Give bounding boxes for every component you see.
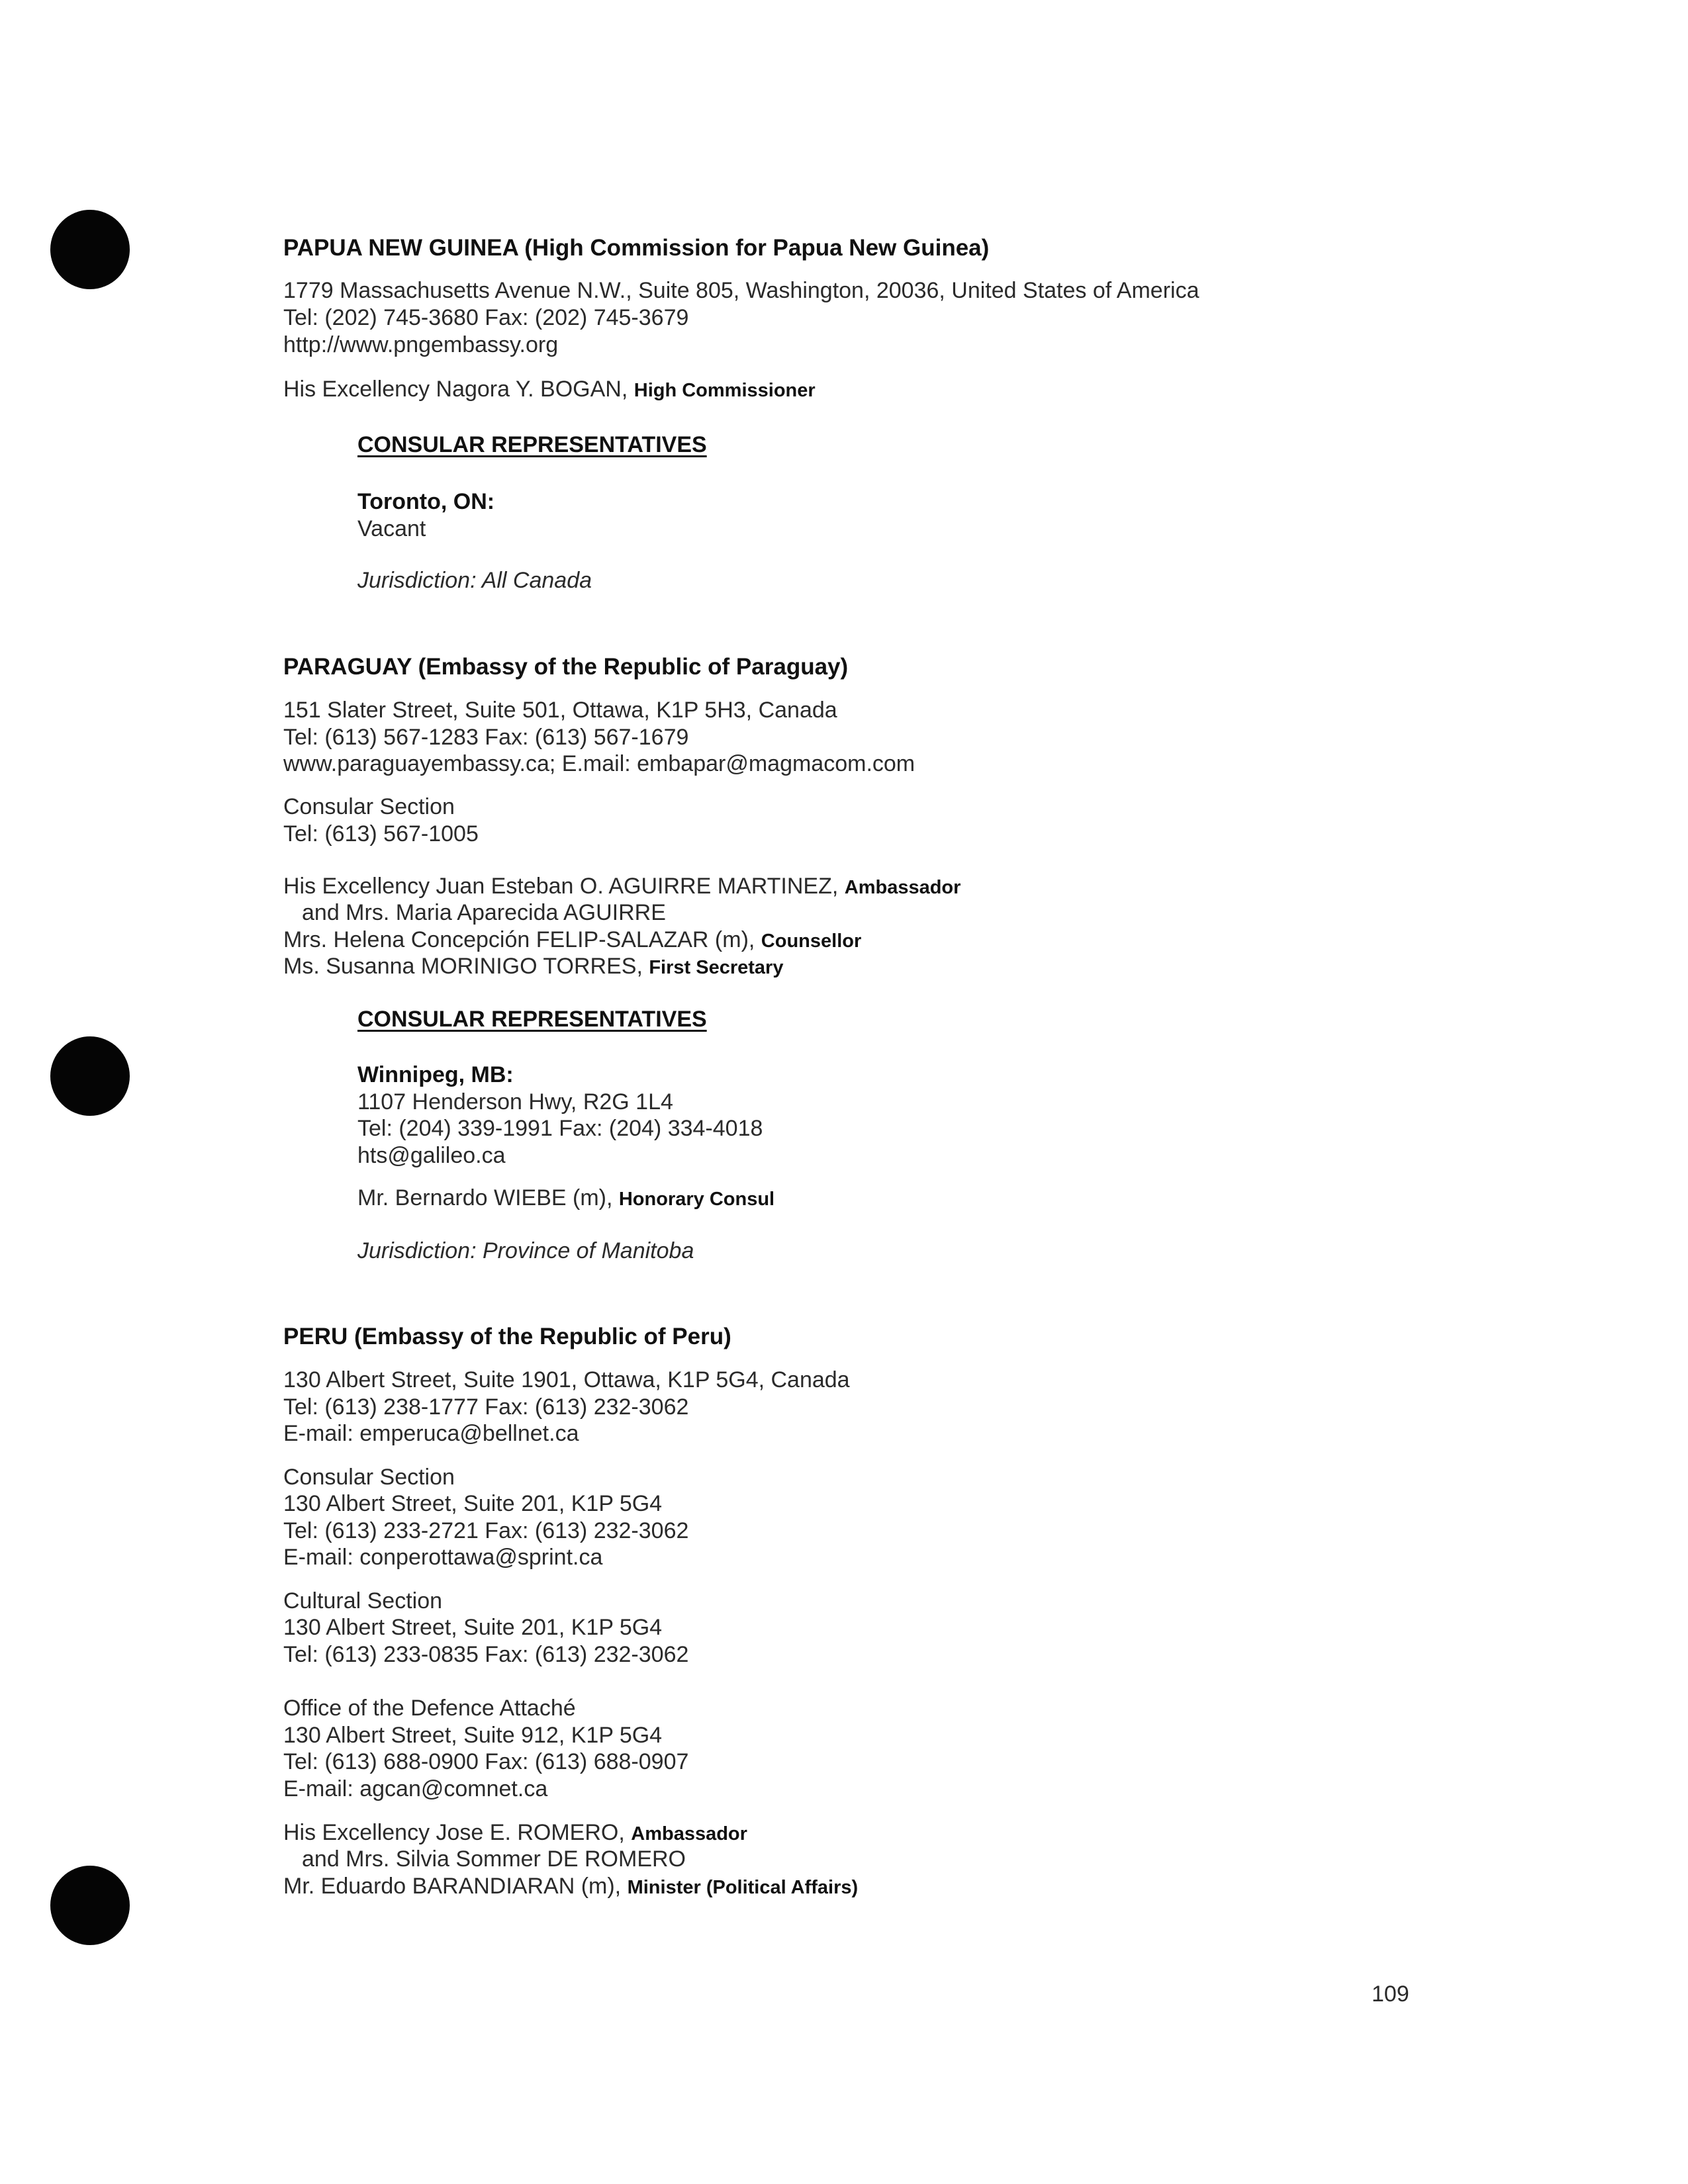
peru-address: 130 Albert Street, Suite 1901, Ottawa, K1P 5G4, Canada	[283, 1367, 850, 1392]
paraguay-honorary-consul-title: Honorary Consul	[618, 1189, 775, 1210]
peru-ambassador	[283, 1819, 747, 1847]
punch-hole-bottom	[50, 1866, 130, 1945]
paraguay-ambassador	[283, 873, 961, 901]
paraguay-ambassador-title: Ambassador	[844, 877, 961, 898]
peru-cultural-label: Cultural Section	[283, 1588, 443, 1614]
png-address: 1779 Massachusetts Avenue N.W., Suite 805, Washington, 20036, United States of America	[283, 278, 1199, 303]
page-number: 109	[1372, 1981, 1409, 2007]
peru-defence-tel: Tel: (613) 688-0900 Fax: (613) 688-0907	[283, 1749, 689, 1774]
paraguay-honorary-consul	[357, 1185, 774, 1212]
png-jurisdiction: Jurisdiction: All Canada	[357, 568, 592, 593]
png-heading: PAPUA NEW GUINEA (High Commission for Papua New Guinea)	[283, 235, 990, 261]
paraguay-consular-city-tel: Tel: (204) 339-1991 Fax: (204) 334-4018	[357, 1116, 763, 1141]
paraguay-counsellor-title: Counsellor	[761, 931, 862, 952]
peru-ambassador-title: Ambassador	[631, 1823, 747, 1844]
png-consular-city: Toronto, ON:	[357, 489, 495, 514]
paraguay-consular-city: Winnipeg, MB:	[357, 1062, 514, 1087]
peru-consular-address: 130 Albert Street, Suite 201, K1P 5G4	[283, 1491, 663, 1516]
paraguay-first-secretary-title: First Secretary	[649, 957, 784, 978]
png-head-of-mission	[283, 376, 816, 404]
paraguay-tel: Tel: (613) 567-1283 Fax: (613) 567-1679	[283, 725, 689, 750]
paraguay-ambassador-name: His Excellency Juan Esteban O. AGUIRRE MARTINEZ,	[283, 874, 839, 899]
paraguay-jurisdiction: Jurisdiction: Province of Manitoba	[357, 1238, 694, 1263]
paraguay-consular-label: Consular Section	[283, 794, 455, 819]
peru-consular-tel: Tel: (613) 233-2721 Fax: (613) 232-3062	[283, 1518, 689, 1543]
punch-hole-middle	[50, 1036, 130, 1116]
peru-email: E-mail: emperuca@bellnet.ca	[283, 1421, 579, 1446]
paraguay-consular-email: hts@galileo.ca	[357, 1143, 506, 1168]
peru-defence-email: E-mail: agcan@comnet.ca	[283, 1776, 548, 1801]
peru-minister	[283, 1873, 858, 1901]
peru-minister-title: Minister (Political Affairs)	[627, 1877, 859, 1898]
paraguay-consular-tel: Tel: (613) 567-1005	[283, 821, 479, 846]
paraguay-address: 151 Slater Street, Suite 501, Ottawa, K1P 5H3, Canada	[283, 698, 837, 723]
peru-defence-address: 130 Albert Street, Suite 912, K1P 5G4	[283, 1723, 663, 1748]
png-consular-vacant: Vacant	[357, 516, 426, 541]
peru-consular-label: Consular Section	[283, 1465, 455, 1490]
paraguay-consular-heading: CONSULAR REPRESENTATIVES	[357, 1007, 707, 1032]
peru-cultural-tel: Tel: (613) 233-0835 Fax: (613) 232-3062	[283, 1642, 689, 1667]
paraguay-first-secretary	[283, 953, 783, 981]
paraguay-heading: PARAGUAY (Embassy of the Republic of Paraguay)	[283, 654, 849, 680]
peru-heading: PERU (Embassy of the Republic of Peru)	[283, 1324, 731, 1349]
paraguay-honorary-consul-name: Mr. Bernardo WIEBE (m),	[357, 1185, 613, 1210]
paraguay-counsellor-name: Mrs. Helena Concepción FELIP-SALAZAR (m),	[283, 927, 755, 952]
paraguay-consular-address: 1107 Henderson Hwy, R2G 1L4	[357, 1089, 673, 1115]
peru-defence-label: Office of the Defence Attaché	[283, 1696, 576, 1721]
peru-tel: Tel: (613) 238-1777 Fax: (613) 232-3062	[283, 1394, 689, 1420]
paraguay-website: www.paraguayembassy.ca; E.mail: embapar@magmacom.com	[283, 751, 915, 776]
paraguay-counsellor	[283, 927, 861, 954]
png-website: http://www.pngembassy.org	[283, 332, 559, 357]
paraguay-first-secretary-name: Ms. Susanna MORINIGO TORRES,	[283, 954, 643, 979]
peru-consular-email: E-mail: conperottawa@sprint.ca	[283, 1545, 603, 1570]
peru-spouse: and Mrs. Silvia Sommer DE ROMERO	[302, 1846, 686, 1872]
peru-ambassador-name: His Excellency Jose E. ROMERO,	[283, 1820, 625, 1845]
peru-minister-name: Mr. Eduardo BARANDIARAN (m),	[283, 1874, 622, 1899]
png-consular-heading: CONSULAR REPRESENTATIVES	[357, 432, 707, 457]
peru-cultural-address: 130 Albert Street, Suite 201, K1P 5G4	[283, 1615, 663, 1640]
paraguay-spouse: and Mrs. Maria Aparecida AGUIRRE	[302, 900, 666, 925]
punch-hole-top	[50, 210, 130, 289]
png-head-title: High Commissioner	[633, 380, 816, 401]
png-head-name: His Excellency Nagora Y. BOGAN,	[283, 377, 628, 402]
png-tel: Tel: (202) 745-3680 Fax: (202) 745-3679	[283, 305, 689, 330]
